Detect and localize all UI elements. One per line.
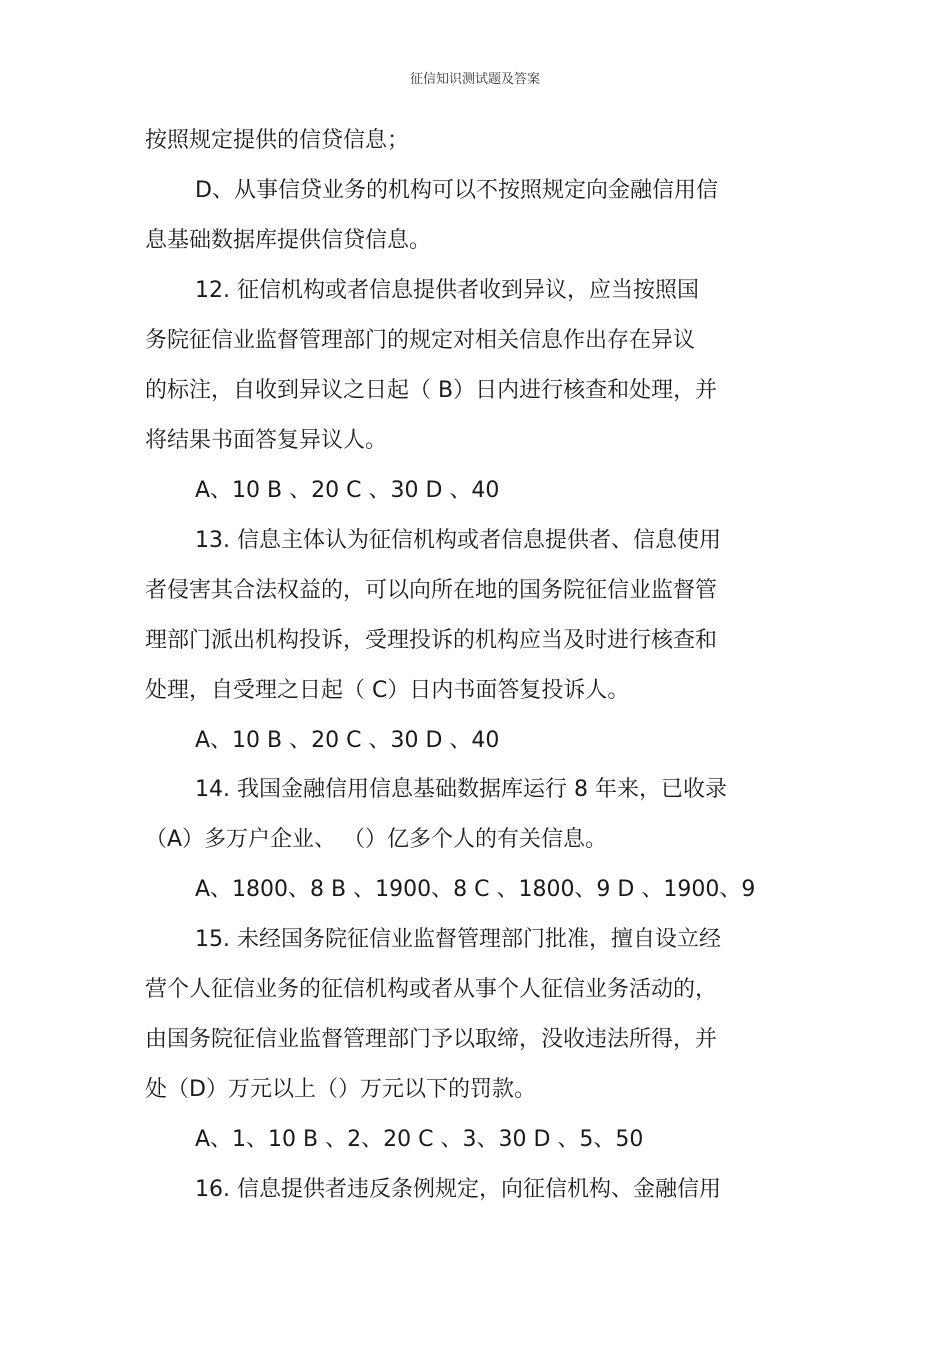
text-line: 理部门派出机构投诉，受理投诉的机构应当及时进行核查和 <box>145 628 718 653</box>
page-header-title: 征信知识测试题及答案 <box>409 72 540 87</box>
question-15: 15. 未经国务院征信业监督管理部门批准，擅自设立经 <box>195 927 721 952</box>
options-12: A、10 B 、20 C 、30 D 、40 <box>195 478 500 503</box>
question-13: 13. 信息主体认为征信机构或者信息提供者、信息使用 <box>195 528 721 553</box>
text-line: 处（D）万元以上（）万元以下的罚款。 <box>145 1077 536 1102</box>
question-12: 12. 征信机构或者信息提供者收到异议，应当按照国 <box>195 278 699 303</box>
text-line: 的标注，自收到异议之日起（ B）日内进行核查和处理，并 <box>145 378 718 403</box>
text-line: 由国务院征信业监督管理部门予以取缔，没收违法所得，并 <box>145 1027 718 1052</box>
text-line: 息基础数据库提供信贷信息。 <box>145 228 432 253</box>
options-15: A、1、10 B 、2、20 C 、3、30 D 、5、50 <box>195 1127 644 1152</box>
text-line: 按照规定提供的信贷信息； <box>145 128 410 153</box>
text-line: D、从事信贷业务的机构可以不按照规定向金融信用信 <box>195 178 718 203</box>
question-14: 14. 我国金融信用信息基础数据库运行 8 年来，已收录 <box>195 777 727 802</box>
text-line: 营个人征信业务的征信机构或者从事个人征信业务活动的， <box>145 977 718 1002</box>
options-13: A、10 B 、20 C 、30 D 、40 <box>195 728 500 753</box>
question-16: 16. 信息提供者违反条例规定，向征信机构、金融信用 <box>195 1177 721 1202</box>
text-line: 处理，自受理之日起（ C）日内书面答复投诉人。 <box>145 678 630 703</box>
options-14: A、1800、8 B 、1900、8 C 、1800、9 D 、1900、9 <box>195 877 756 902</box>
text-line: （A）多万户企业、 （）亿多个人的有关信息。 <box>145 827 608 852</box>
text-line: 务院征信业监督管理部门的规定对相关信息作出存在异议 <box>145 328 696 353</box>
text-line: 者侵害其合法权益的，可以向所在地的国务院征信业监督管 <box>145 578 718 603</box>
text-line: 将结果书面答复异议人。 <box>145 428 388 453</box>
